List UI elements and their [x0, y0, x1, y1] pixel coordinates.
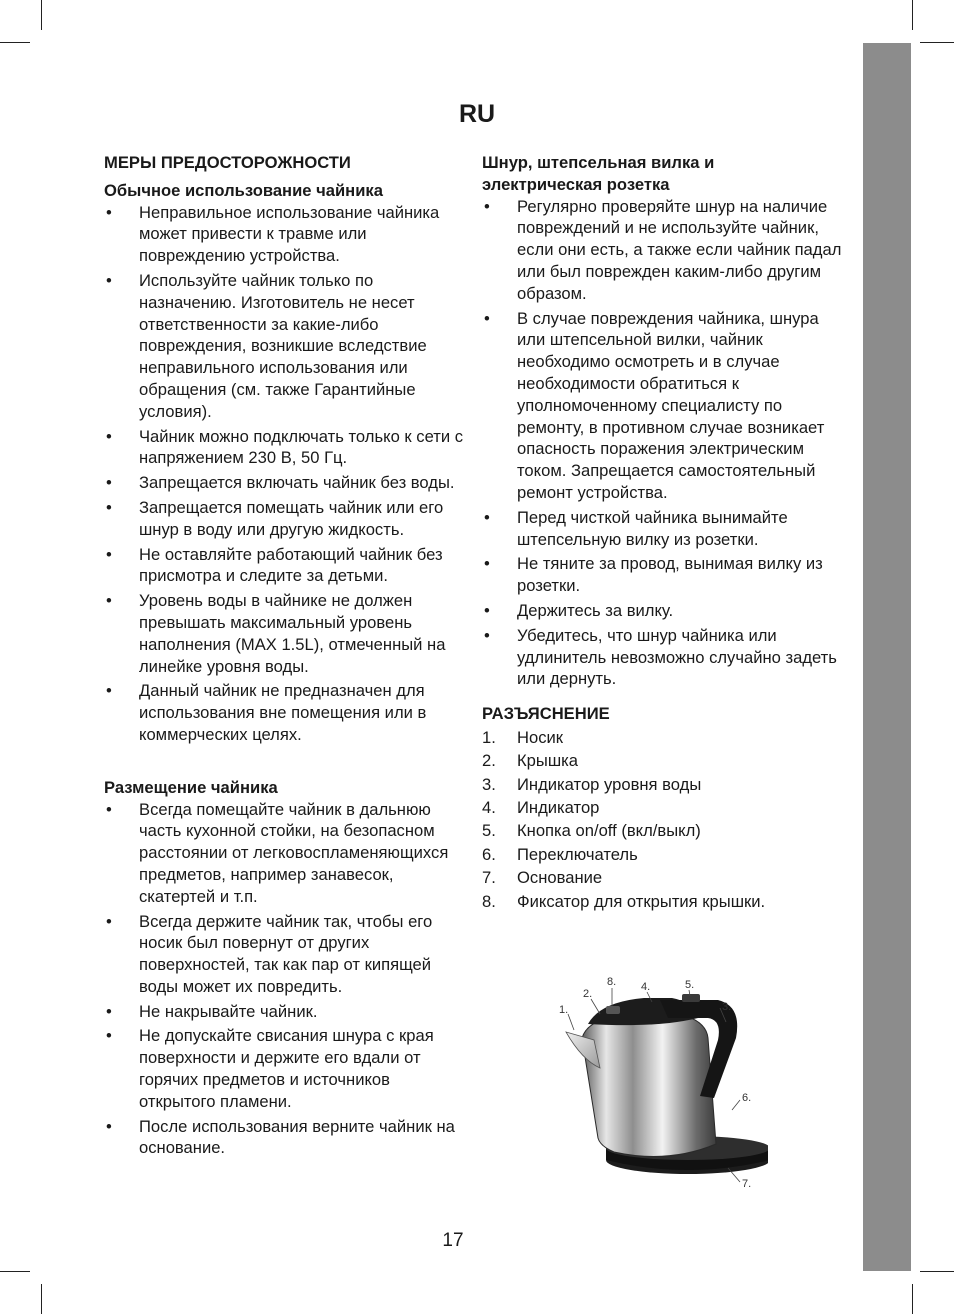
item-text: Крышка [517, 751, 578, 771]
item-text: Индикатор [517, 798, 600, 818]
figure-label-6: 6. [742, 1092, 752, 1104]
section-title: МЕРЫ ПРЕДОСТОРОЖНОСТИ [104, 153, 351, 172]
list-item: • Данный чайник не предназначен для использования вне помещения или в коммерческих целях. [104, 680, 466, 745]
explanation-title: РАЗЪЯСНЕНИЕ [482, 704, 610, 724]
placement-list [104, 799, 466, 1160]
cord-title-line2: электрическая розетка [482, 174, 670, 194]
item-number: 3. [482, 774, 496, 794]
list-item: • Всегда помещайте чайник в дальнюю часть кухонной стойки, на безопасном расстоянии от легковоспламеняющихся предметов, например занавесок, скатертей и т.п. [104, 799, 466, 908]
figure-label-3: 3. [722, 1001, 732, 1013]
item-text: Основание [517, 868, 603, 888]
item-text: Кнопка on/off (вкл/выкл) [517, 821, 701, 841]
list-item [482, 727, 842, 749]
list-item: • Не накрывайте чайник. [104, 1001, 466, 1023]
list-item: • Перед чисткой чайника вынимайте штепсельную вилку из розетки. [482, 507, 842, 551]
list-item: • Регулярно проверяйте шнур на наличие повреждений и не используйте чайник, если они есть, а также если чайник падал или был поврежден каким-либо другим образом. [482, 196, 842, 305]
list-item: • В случае повреждения чайника, шнура или штепсельной вилки, чайник необходимо осмотреть и в случае необходимости обратиться к уполномоченному специалисту по ремонту, в противном случае возникает опасность поражения электрическим током. Запрещается самостоятельный ремонт устройства. [482, 308, 842, 504]
kettle-illustration [548, 968, 768, 1194]
right-column [482, 152, 842, 914]
figure-label-8: 8. [607, 976, 617, 988]
list-item [482, 891, 842, 913]
placement-title: Размещение чайника [104, 777, 278, 797]
crop-mark [0, 1271, 30, 1272]
item-number: 7. [482, 868, 496, 888]
list-item: • Не тяните за провод, вынимая вилку из розетки. [482, 553, 842, 597]
crop-mark [912, 1284, 913, 1314]
page-number: 17 [442, 1230, 464, 1251]
figure-label-4: 4. [641, 981, 651, 993]
list-item [482, 844, 842, 866]
side-tab [863, 43, 911, 1271]
left-column [104, 152, 466, 1162]
list-item: • Используйте чайник только по назначению. Изготовитель не несет ответственности за какие-либо повреждения, возникшие вследствие неправильного использования или обращения (см. также Гарантийные условия). [104, 270, 466, 423]
cord-title-line1: Шнур, штепсельная вилка и [482, 153, 715, 172]
list-item: • Держитесь за вилку. [482, 600, 842, 622]
usage-list [104, 202, 466, 746]
kettle-body [582, 1014, 716, 1157]
list-item: • Убедитесь, что шнур чайника или удлинитель невозможно случайно задеть или дернуть. [482, 625, 842, 690]
usage-title: Обычное использование чайника [104, 180, 383, 200]
cord-list [482, 196, 842, 691]
list-item: • Уровень воды в чайнике не должен превышать максимальный уровень наполнения (MAX 1.5L), отмеченный на линейке уровня воды. [104, 590, 466, 677]
list-item: • Не оставляйте работающий чайник без присмотра и следите за детьми. [104, 544, 466, 588]
item-text: Индикатор уровня воды [517, 774, 702, 794]
list-item: • Запрещается помещать чайник или его шнур в воду или другую жидкость. [104, 497, 466, 541]
item-text: Носик [517, 727, 564, 747]
figure-label-7: 7. [742, 1178, 752, 1190]
item-text: Фиксатор для открытия крышки. [517, 891, 766, 911]
list-item [482, 820, 842, 842]
crop-mark [920, 42, 954, 43]
crop-mark [920, 1271, 954, 1272]
list-item [482, 867, 842, 889]
crop-mark [41, 0, 42, 30]
list-item [482, 750, 842, 772]
item-number: 4. [482, 798, 496, 818]
list-item: • Неправильное использование чайника может привести к травме или повреждению устройства. [104, 202, 466, 267]
list-item: • После использования верните чайник на основание. [104, 1116, 466, 1160]
crop-mark [41, 1284, 42, 1314]
figure-label-1: 1. [559, 1004, 569, 1016]
figure-label-5: 5. [685, 979, 695, 991]
item-number: 5. [482, 821, 496, 841]
item-number: 2. [482, 751, 496, 771]
list-item [482, 774, 842, 796]
list-item: • Всегда держите чайник так, чтобы его носик был повернут от других поверхностей, так как пар от кипящей воды может их повредить. [104, 911, 466, 998]
crop-mark [0, 42, 30, 43]
item-number: 1. [482, 727, 496, 747]
item-number: 8. [482, 891, 496, 911]
figure-label-2: 2. [583, 988, 593, 1000]
lid-lock [606, 1006, 620, 1014]
crop-mark [912, 0, 913, 30]
language-heading: RU [458, 100, 496, 128]
item-number: 6. [482, 844, 496, 864]
power-switch [682, 994, 700, 1002]
parts-list [482, 727, 842, 913]
list-item: • Запрещается включать чайник без воды. [104, 472, 466, 494]
list-item [482, 797, 842, 819]
list-item: • Не допускайте свисания шнура с края поверхности и держите его вдали от горячих предметов и источников открытого пламени. [104, 1025, 466, 1112]
item-text: Переключатель [517, 844, 638, 864]
list-item: • Чайник можно подключать только к сети с напряжением 230 В, 50 Гц. [104, 426, 466, 470]
